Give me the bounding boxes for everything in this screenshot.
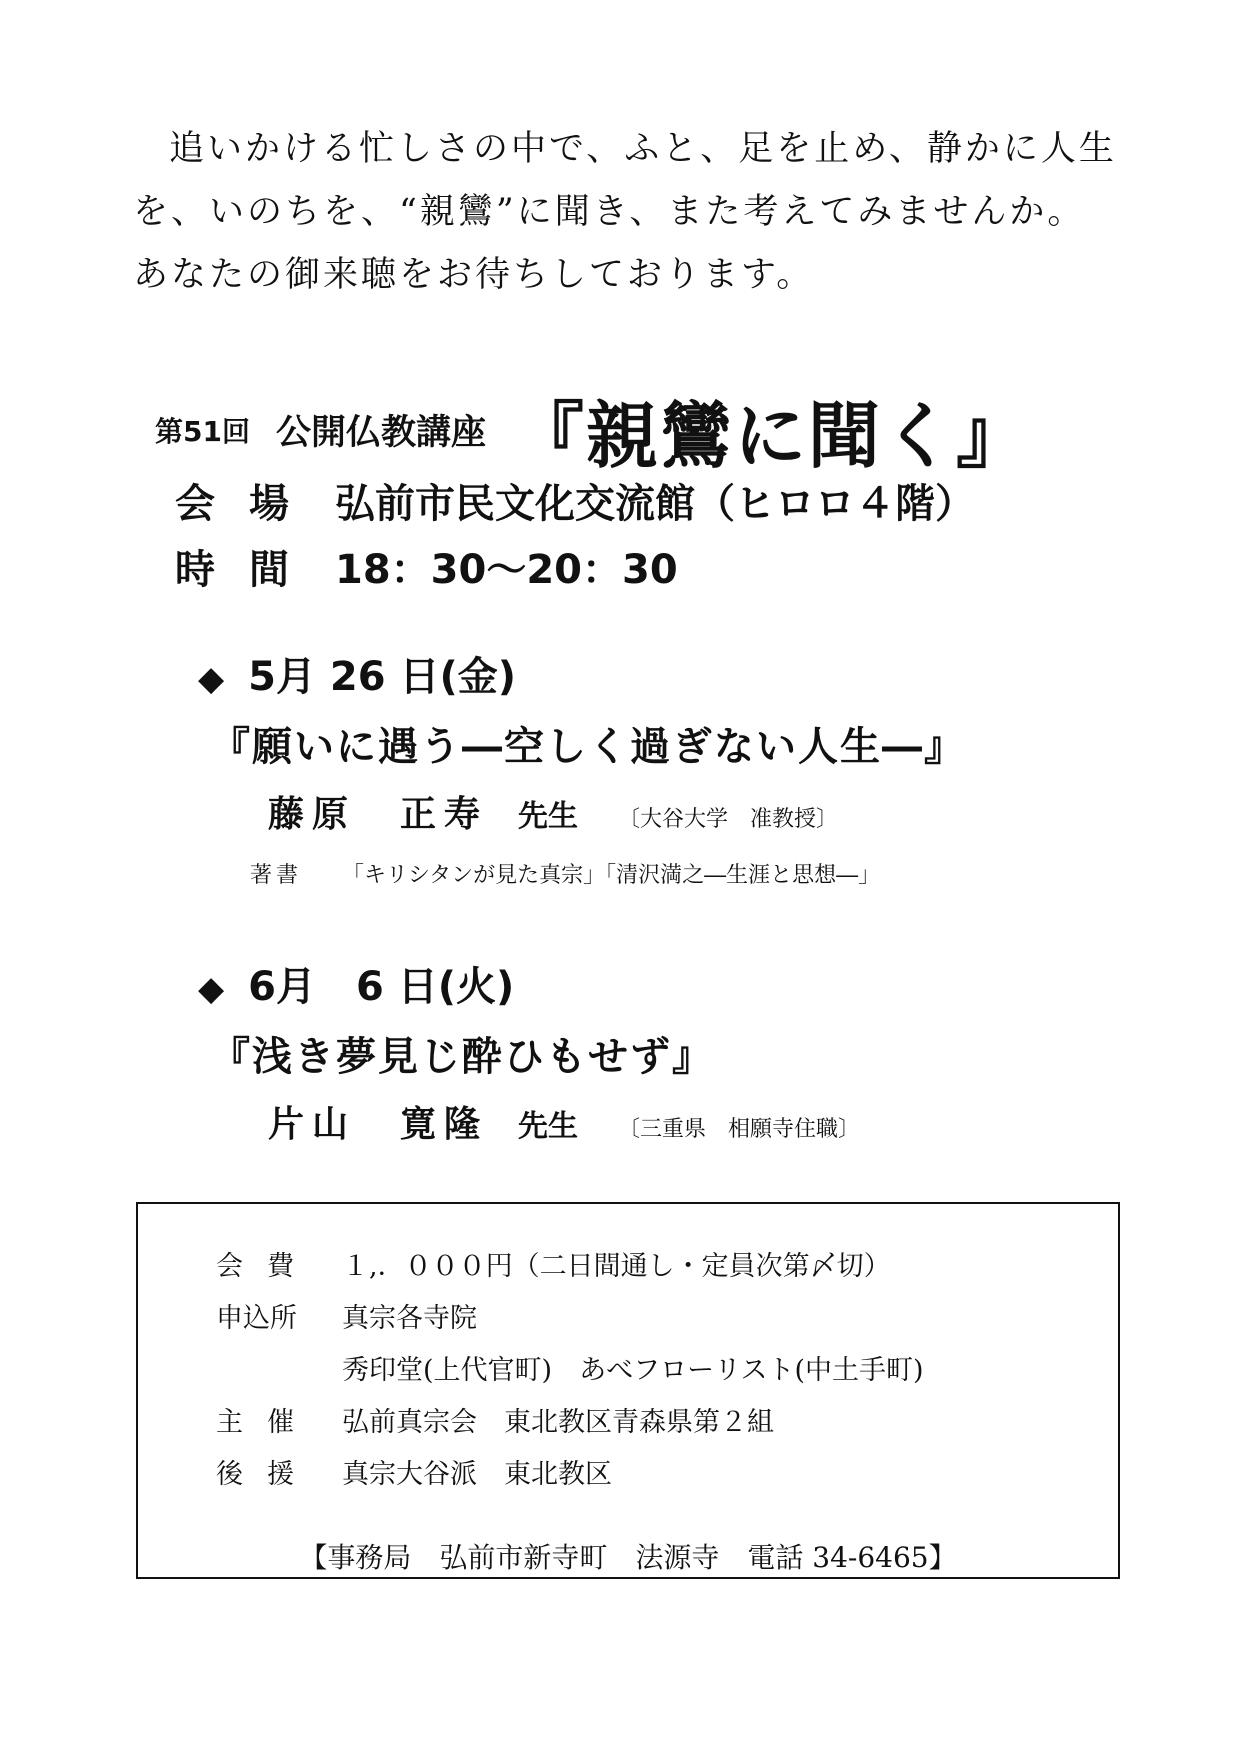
sponsor-value: 真宗大谷派 東北教区 — [342, 1459, 612, 1490]
session-1-books — [250, 858, 880, 889]
books-titles: 「キリシタンが見た真宗」「清沢満之―生涯と思想―」 — [342, 863, 881, 888]
time-label: 時間 — [175, 547, 323, 593]
application-row-2 — [216, 1348, 924, 1387]
fee-label: 会費 — [216, 1251, 318, 1282]
application-value-1: 真宗各寺院 — [342, 1303, 477, 1334]
details-box — [136, 1202, 1120, 1579]
intro-text — [133, 118, 1153, 307]
session-2-date: 6月 6 日(火) — [248, 964, 515, 1010]
session-1-date: 5月 26 日(金) — [248, 654, 517, 700]
diamond-bullet-icon: ◆ — [198, 969, 225, 1009]
intro-line-1: 追いかける忙しさの中で、ふと、足を止め、静かに人生 — [169, 129, 1117, 169]
application-label: 申込所 — [216, 1303, 297, 1334]
fee-value: １,．０００円（二日間通し・定員次第〆切） — [342, 1251, 891, 1282]
sponsor-label: 後援 — [216, 1459, 318, 1490]
venue-value: 弘前市民文化交流館（ヒロロ４階） — [335, 481, 975, 527]
session-2-title: 『浅き夢見じ酔ひもせず』 — [210, 1034, 714, 1080]
books-label: 著書 — [250, 863, 303, 888]
time-value: 18：30〜20：30 — [335, 547, 678, 593]
session-1-affiliation: 〔大谷大学 准教授〕 — [618, 807, 839, 832]
organizer-label: 主催 — [216, 1407, 318, 1438]
session-1-speaker-name: 藤原 正寿 — [268, 794, 489, 835]
session-1-speaker-row — [268, 786, 838, 837]
session-2-honorific: 先生 — [518, 1109, 579, 1144]
application-row — [216, 1296, 477, 1335]
session-1-honorific: 先生 — [518, 799, 579, 834]
session-2-affiliation: 〔三重県 相願寺住職〕 — [618, 1117, 861, 1142]
page-title: 『親鸞に聞く』 — [511, 394, 1030, 478]
session-2-date-row — [198, 955, 514, 1012]
session-2-speaker-name: 片山 寛隆 — [268, 1104, 489, 1145]
organizer-row — [216, 1400, 774, 1439]
series-name: 公開仏教講座 — [275, 413, 486, 453]
organizer-value: 弘前真宗会 東北教区青森県第２組 — [342, 1407, 774, 1438]
sponsor-row — [216, 1452, 612, 1491]
session-2-speaker-row — [268, 1096, 860, 1147]
time-row — [175, 538, 678, 595]
session-1-date-row — [198, 645, 516, 702]
session-1-title: 『願いに遇う―空しく過ぎない人生―』 — [210, 724, 966, 770]
venue-row — [175, 472, 975, 529]
lecture-number: 第51回 — [155, 415, 250, 448]
diamond-bullet-icon: ◆ — [198, 659, 225, 699]
venue-label: 会場 — [175, 481, 323, 527]
intro-line-3: あなたの御来聴をお待ちしております。 — [133, 255, 815, 295]
fee-row — [216, 1244, 891, 1283]
intro-line-2: を、いのちを、“親鸞”に聞き、また考えてみませんか。 — [133, 192, 1086, 232]
lecture-header — [155, 378, 1030, 478]
office-contact: 【事務局 弘前市新寺町 法源寺 電話 34-6465】 — [299, 1541, 957, 1574]
application-value-2: 秀印堂(上代官町) あべフローリスト(中土手町) — [342, 1355, 924, 1386]
